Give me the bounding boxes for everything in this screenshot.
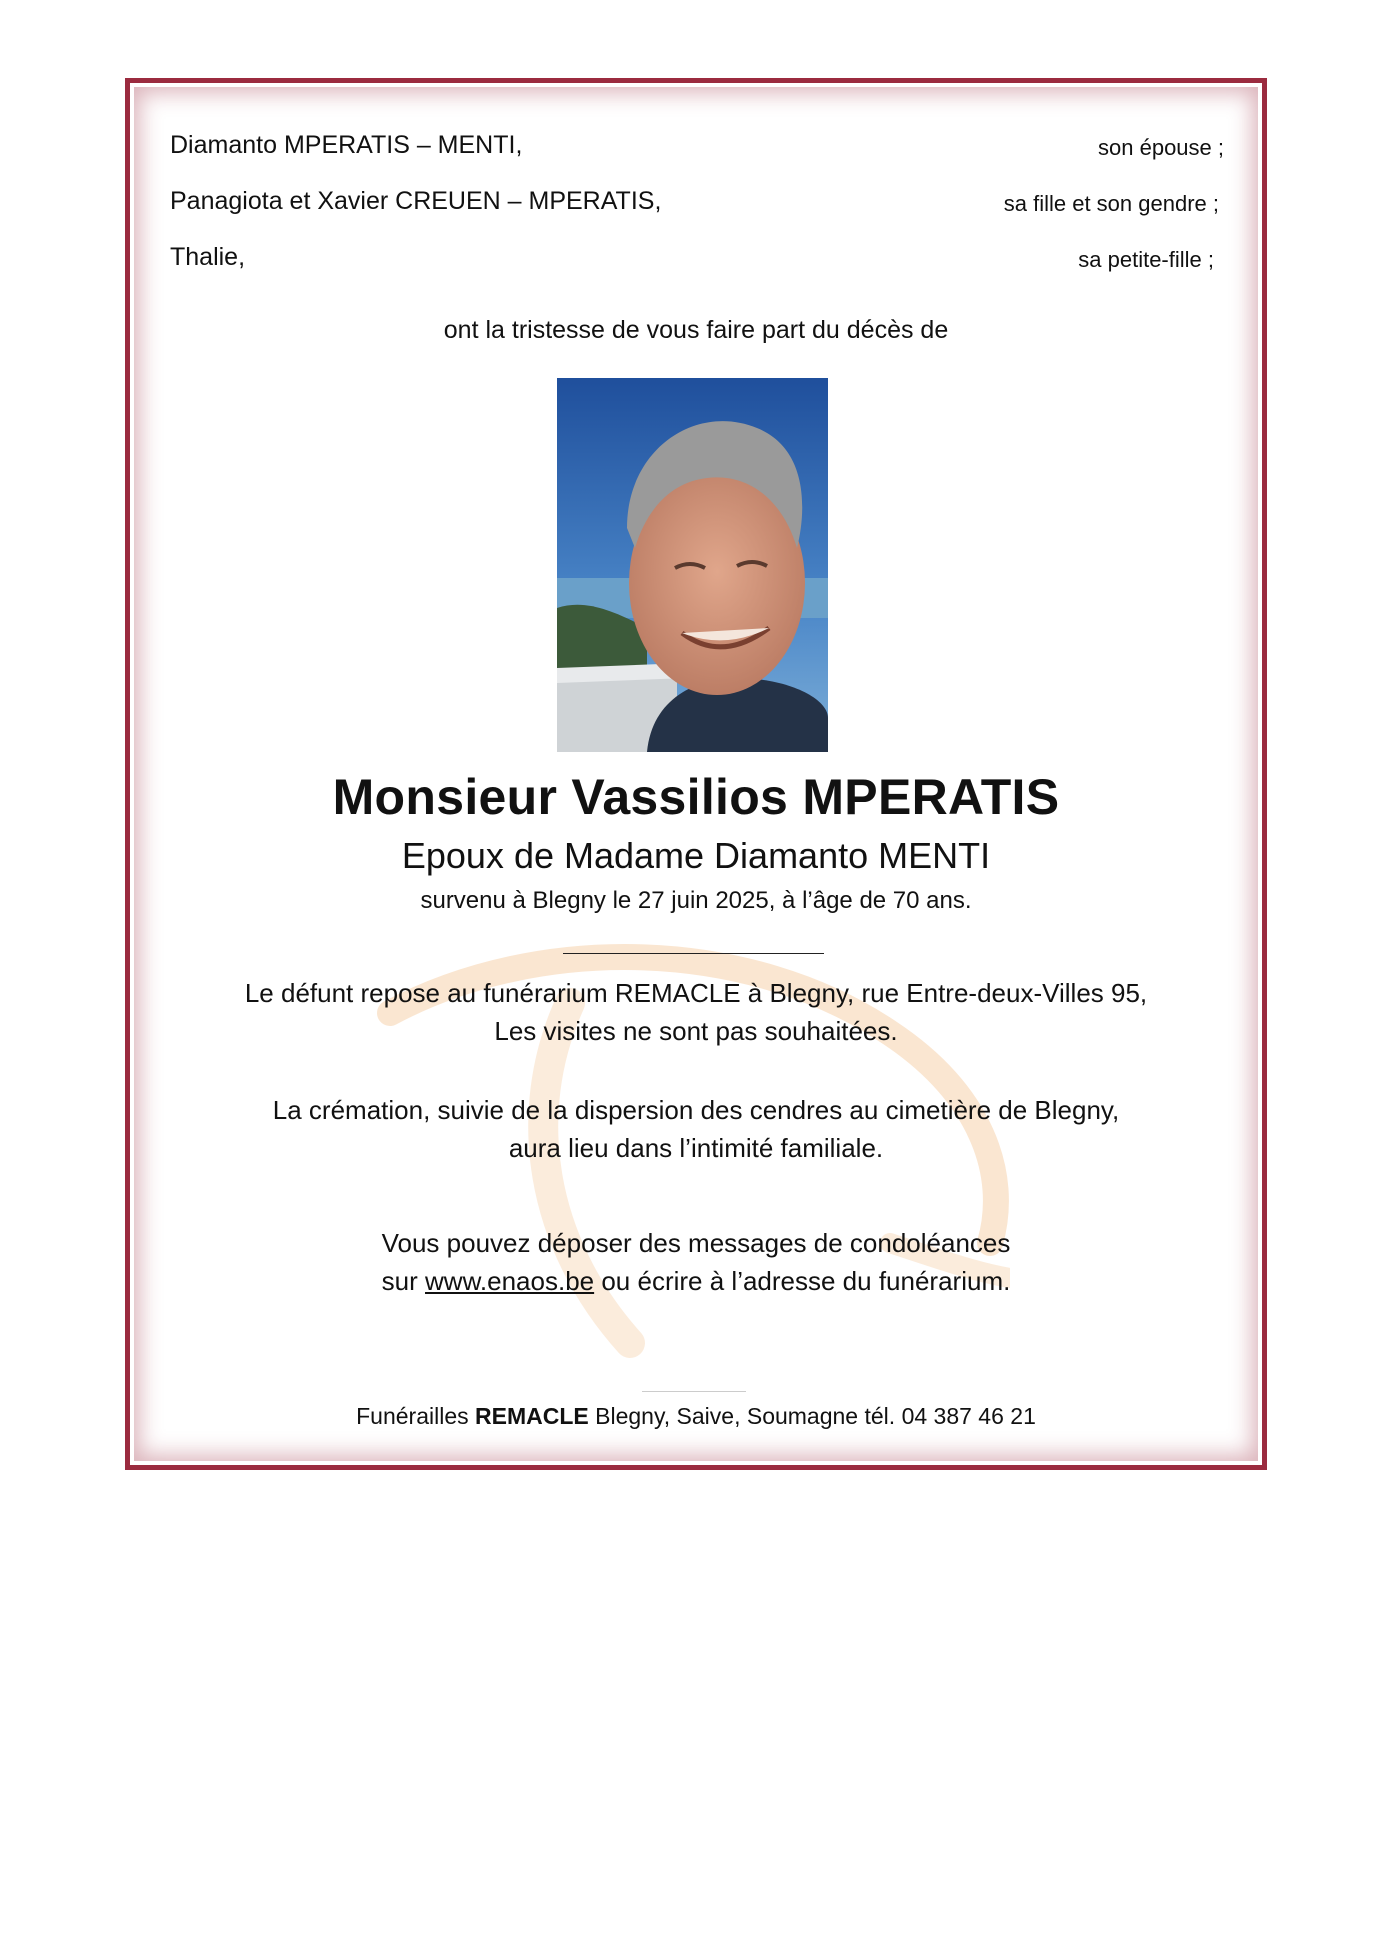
obituary-frame xyxy=(125,78,1267,1470)
portrait-image xyxy=(557,378,828,752)
cremation-line: La crémation, suivie de la dispersion des cendres au cimetière de Blegny, xyxy=(272,1095,1120,1125)
family-row xyxy=(170,131,1224,165)
deceased-name: Monsieur Vassilios MPERATIS xyxy=(332,769,1060,825)
cremation-info xyxy=(130,1091,1262,1167)
announcement-text: ont la tristesse de vous faire part du décès de xyxy=(443,316,949,344)
footer-prefix: Funérailles xyxy=(356,1403,476,1429)
family-member-name: Thalie, xyxy=(170,243,246,271)
condolences-prefix: sur xyxy=(381,1266,426,1296)
cremation-line: aura lieu dans l’intimité familiale. xyxy=(508,1133,884,1163)
condolences-info xyxy=(130,1224,1262,1300)
spouse-line: Epoux de Madame Diamanto MENTI xyxy=(401,835,991,876)
condolences-website-link[interactable]: www.enaos.be xyxy=(425,1266,595,1296)
family-relation: sa fille et son gendre ; xyxy=(1003,191,1219,216)
family-row xyxy=(170,187,1224,221)
death-details: survenu à Blegny le 27 juin 2025, à l’âge de 70 ans. xyxy=(420,887,972,914)
footer-contact: Blegny, Saive, Soumagne tél. 04 387 46 21 xyxy=(588,1403,1036,1429)
family-relation: sa petite-fille ; xyxy=(1078,247,1214,272)
deceased-portrait xyxy=(557,378,828,752)
family-row xyxy=(170,243,1224,277)
visitation-info xyxy=(130,974,1262,1050)
footer-divider xyxy=(642,1391,746,1392)
visitation-line: Les visites ne sont pas souhaitées. xyxy=(494,1016,898,1046)
footer-brand: REMACLE xyxy=(475,1403,589,1429)
family-member-name: Diamanto MPERATIS – MENTI, xyxy=(170,131,523,159)
funeral-home-footer xyxy=(130,1403,1262,1430)
family-member-name: Panagiota et Xavier CREUEN – MPERATIS, xyxy=(170,187,662,215)
condolences-line xyxy=(130,1262,1262,1300)
condolences-suffix: ou écrire à l’adresse du funérarium. xyxy=(594,1266,1011,1296)
family-relation: son épouse ; xyxy=(1098,135,1224,160)
separator-line xyxy=(563,953,824,954)
visitation-line: Le défunt repose au funérarium REMACLE à Blegny, rue Entre-deux-Villes 95, xyxy=(244,978,1148,1008)
condolences-line: Vous pouvez déposer des messages de condoléances xyxy=(381,1228,1011,1258)
